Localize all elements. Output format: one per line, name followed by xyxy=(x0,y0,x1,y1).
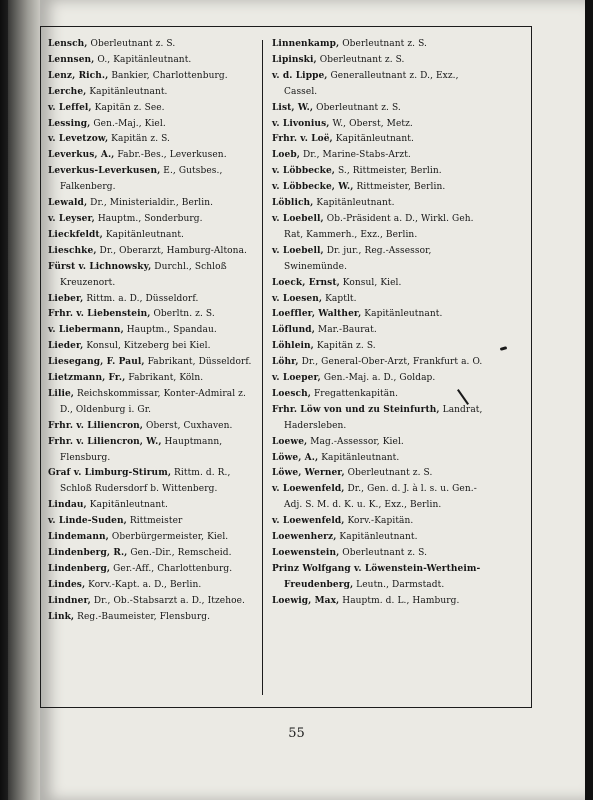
directory-entry xyxy=(272,435,484,451)
entry-description: Dr., Ministerialdir., Berlin. xyxy=(87,198,214,209)
directory-entry xyxy=(48,339,258,355)
entry-description: Kaptlt. xyxy=(322,293,357,304)
entry-description: Konsul, Kiel. xyxy=(339,277,402,288)
directory-entry xyxy=(272,355,484,371)
directory-entry xyxy=(272,212,484,244)
directory-entry xyxy=(48,562,258,578)
directory-entry xyxy=(272,403,484,435)
entry-name: Frhr. v. Liebenstein, xyxy=(48,309,151,320)
entry-name: Lindenberg, R., xyxy=(48,548,128,558)
directory-entry xyxy=(48,69,258,85)
directory-entry xyxy=(48,101,258,117)
entry-description: W., Oberst, Metz. xyxy=(329,118,413,129)
entry-description: Leutn., Darmstadt. xyxy=(353,579,445,590)
entry-name: Lindenberg, xyxy=(48,563,111,574)
entry-description: E., Gutsbes., Falkenberg. xyxy=(60,166,223,193)
directory-entry xyxy=(272,37,484,53)
directory-entry xyxy=(48,132,258,148)
entry-description: Rittm. d. R., Schloß Rudersdorf b. Wittenberg. xyxy=(60,468,231,495)
entry-description: Kapitänleutnant. xyxy=(332,134,414,145)
directory-entry xyxy=(48,292,258,308)
directory-entry xyxy=(48,435,258,467)
entry-name: Lennsen, xyxy=(48,54,95,65)
entry-description: Kapitänleutnant. xyxy=(336,532,418,543)
entry-name: Lenz, Rich., xyxy=(48,70,109,81)
entry-name: Fürst v. Lichnowsky, xyxy=(48,261,152,272)
entry-description: Fabrikant, Düsseldorf. xyxy=(144,357,252,368)
directory-entry xyxy=(272,244,484,276)
entry-description: Fregattenkapitän. xyxy=(310,388,399,399)
entry-description: Oberst, Cuxhaven. xyxy=(143,420,233,431)
entry-name: Lindner, xyxy=(48,595,91,606)
entry-name: Lindemann, xyxy=(48,532,109,543)
scan-border xyxy=(585,0,593,800)
entry-description: Landrat, Hadersleben. xyxy=(284,404,483,431)
entry-name: v. Linde-Suden, xyxy=(48,516,127,527)
entry-description: Ger.-Aff., Charlottenburg. xyxy=(110,563,233,574)
entry-description: Ob.-Präsident a. D., Wirkl. Geh. Rat, Kammerh., Exz., Berlin. xyxy=(284,213,474,240)
entry-name: Graf v. Limburg-Stirum, xyxy=(48,468,172,479)
entry-name: Liesegang, F. Paul, xyxy=(48,357,145,368)
entry-description: Mag.-Assessor, Kiel. xyxy=(307,436,404,447)
entry-description: Kapitän z. S. xyxy=(313,341,376,352)
entry-name: Lessing, xyxy=(48,118,91,129)
entry-description: Bankier, Charlottenburg. xyxy=(108,70,228,81)
entry-description: Kapitänleutnant. xyxy=(102,229,185,240)
directory-entry xyxy=(48,387,258,419)
entry-description: Mar.-Baurat. xyxy=(314,325,377,336)
entry-name: Löflund, xyxy=(272,325,315,336)
directory-entry xyxy=(272,53,484,69)
directory-entry xyxy=(48,498,258,514)
entry-name: Lindau, xyxy=(48,500,87,511)
entry-description: Oberleutnant z. S. xyxy=(339,548,428,558)
entry-name: Loeck, Ernst, xyxy=(272,277,340,288)
entry-name: Lewald, xyxy=(48,198,88,209)
entry-name: Loesch, xyxy=(272,388,311,399)
entry-name: Lieschke, xyxy=(48,245,97,256)
entry-description: Oberleutnant z. S. xyxy=(313,102,401,113)
directory-entry xyxy=(272,594,484,610)
entry-name: Lerche, xyxy=(48,86,87,97)
entry-description: Hauptm., Sonderburg. xyxy=(94,213,203,224)
entry-name: Lieckfeldt, xyxy=(48,229,103,240)
directory-entry xyxy=(272,132,484,148)
entry-name: Lilie, xyxy=(48,388,75,399)
entry-description: Durchl., Schloß Kreuzenort. xyxy=(60,261,227,288)
entry-description: Hauptm., Spandau. xyxy=(123,325,217,336)
entry-name: v. Loebell, xyxy=(272,245,324,256)
entry-description: Hauptmann, Flensburg. xyxy=(60,436,223,463)
directory-entry xyxy=(272,180,484,196)
directory-entry xyxy=(48,466,258,498)
directory-entry xyxy=(272,482,484,514)
directory-entry xyxy=(272,69,484,101)
directory-entry xyxy=(48,578,258,594)
entry-description: Dr. jur., Reg.-Assessor, Swinemünde. xyxy=(284,245,432,272)
entry-name: Leverkus-Leverkusen, xyxy=(48,166,161,177)
entry-name: v. Liebermann, xyxy=(48,325,124,336)
entry-name: Lietzmann, Fr., xyxy=(48,373,126,384)
directory-entry xyxy=(272,307,484,323)
directory-entry xyxy=(48,196,258,212)
directory-entry xyxy=(272,323,484,339)
entry-name: Lindes, xyxy=(48,579,86,590)
entry-description: Generalleutnant z. D., Exz., Cassel. xyxy=(284,70,459,97)
column-divider xyxy=(262,40,263,695)
entry-description: Reg.-Baumeister, Flensburg. xyxy=(74,611,211,622)
entry-name: Lieder, xyxy=(48,341,84,352)
entry-description: Oberbürgermeister, Kiel. xyxy=(108,532,229,543)
directory-entry xyxy=(48,53,258,69)
entry-name: v. Leyser, xyxy=(48,213,95,224)
entry-description: Korv.-Kapt. a. D., Berlin. xyxy=(85,579,202,590)
directory-entry xyxy=(272,514,484,530)
entry-name: v. Livonius, xyxy=(272,118,330,129)
entry-name: Loewenstein, xyxy=(272,548,340,558)
entry-name: Lipinski, xyxy=(272,54,317,65)
entry-name: Frhr. v. Loë, xyxy=(272,134,333,145)
entry-name: v. Loesen, xyxy=(272,293,323,304)
entry-name: v. Loewenfeld, xyxy=(272,516,345,527)
entry-description: Oberleutnant z. S. xyxy=(344,468,433,479)
entry-description: Dr., Oberarzt, Hamburg-Altona. xyxy=(96,245,247,256)
entry-description: Dr., Marine-Stabs-Arzt. xyxy=(299,150,411,161)
directory-entry xyxy=(272,562,484,594)
entry-name: Löhlein, xyxy=(272,341,314,352)
directory-entry xyxy=(48,514,258,530)
entry-description: Kapitän z. S. xyxy=(108,134,171,145)
entry-name: Löblich, xyxy=(272,198,314,209)
entry-description: Oberltn. z. S. xyxy=(150,309,215,320)
directory-entry xyxy=(48,307,258,323)
directory-entry xyxy=(48,164,258,196)
directory-entry xyxy=(48,37,258,53)
entry-name: Leverkus, A., xyxy=(48,150,115,161)
directory-entry xyxy=(48,530,258,546)
entry-description: Rittmeister, Berlin. xyxy=(353,182,446,193)
entry-name: Frhr. Löw von und zu Steinfurth, xyxy=(272,404,440,415)
entry-description: Dr., Gen. d. J. à l. s. u. Gen.-Adj. S. M. d. K. u. K., Exz., Berlin. xyxy=(284,484,477,511)
entry-description: Oberleutnant z. S. xyxy=(87,39,176,49)
directory-entry xyxy=(272,371,484,387)
entry-description: Fabr.-Bes., Leverkusen. xyxy=(114,150,227,161)
directory-entry xyxy=(48,594,258,610)
entry-name: Loewig, Max, xyxy=(272,595,340,606)
directory-entry xyxy=(272,117,484,133)
directory-entry xyxy=(48,260,258,292)
entry-description: Rittmeister xyxy=(126,516,183,527)
entry-name: Löhr, xyxy=(272,357,299,368)
entry-name: v. Loewenfeld, xyxy=(272,484,345,495)
entry-name: v. Löbbecke, xyxy=(272,166,336,177)
directory-entry xyxy=(48,546,258,562)
directory-entry xyxy=(48,85,258,101)
directory-entry xyxy=(48,355,258,371)
entry-description: Kapitänleutnant. xyxy=(86,500,168,511)
entry-name: v. Levetzow, xyxy=(48,134,109,145)
entry-description: Reichskommissar, Konter-Admiral z. D., Oldenburg i. Gr. xyxy=(60,388,246,415)
directory-entry xyxy=(272,546,484,562)
entry-name: Frhr. v. Liliencron, W., xyxy=(48,436,162,447)
previous-page-edge xyxy=(8,0,44,800)
directory-entry xyxy=(272,292,484,308)
entry-name: v. d. Lippe, xyxy=(272,70,328,81)
directory-entry xyxy=(48,148,258,164)
directory-entry xyxy=(272,451,484,467)
directory-entry xyxy=(48,212,258,228)
entry-description: Oberleutnant z. S. xyxy=(316,54,405,65)
left-column xyxy=(48,37,258,626)
directory-entry xyxy=(272,530,484,546)
entry-description: Kapitänleutnant. xyxy=(318,452,400,463)
directory-entry xyxy=(48,228,258,244)
entry-description: Fabrikant, Köln. xyxy=(125,373,204,384)
directory-entry xyxy=(272,164,484,180)
entry-description: Dr., Ob.-Stabsarzt a. D., Itzehoe. xyxy=(90,595,246,606)
entry-name: Loeb, xyxy=(272,150,300,161)
directory-entry xyxy=(48,117,258,133)
directory-entry xyxy=(272,101,484,117)
entry-name: v. Leffel, xyxy=(48,102,92,113)
entry-description: Korv.-Kapitän. xyxy=(344,516,414,527)
entry-description: Kapitänleutnant. xyxy=(313,198,395,209)
entry-name: Loewe, xyxy=(272,436,308,447)
right-column xyxy=(272,37,484,610)
entry-name: Linnenkamp, xyxy=(272,39,340,49)
entry-description: Kapitän z. See. xyxy=(91,102,165,113)
entry-name: Link, xyxy=(48,611,75,622)
entry-description: S., Rittmeister, Berlin. xyxy=(335,166,442,177)
entry-name: Lieber, xyxy=(48,293,84,304)
directory-entry xyxy=(48,323,258,339)
entry-name: Loeffler, Walther, xyxy=(272,309,362,320)
entry-description: Gen.-Maj. a. D., Goldap. xyxy=(320,373,436,384)
entry-description: Gen.-Dir., Remscheid. xyxy=(127,548,232,558)
entry-description: Kapitänleutnant. xyxy=(86,86,168,97)
directory-entry xyxy=(48,244,258,260)
directory-entry xyxy=(272,276,484,292)
entry-name: Loewenherz, xyxy=(272,532,337,543)
entry-description: Rittm. a. D., Düsseldorf. xyxy=(83,293,199,304)
page-number: 55 xyxy=(288,726,305,741)
entry-description: O., Kapitänleutnant. xyxy=(94,54,192,65)
directory-entry xyxy=(272,339,484,355)
directory-entry xyxy=(48,371,258,387)
entry-name: Frhr. v. Liliencron, xyxy=(48,420,144,431)
directory-entry xyxy=(272,387,484,403)
entry-name: v. Löbbecke, W., xyxy=(272,182,354,193)
entry-description: Dr., General-Ober-Arzt, Frankfurt a. O. xyxy=(298,357,483,368)
entry-name: Löwe, Werner, xyxy=(272,468,345,479)
entry-name: Lensch, xyxy=(48,39,88,49)
entry-name: Löwe, A., xyxy=(272,452,319,463)
entry-description: Hauptm. d. L., Hamburg. xyxy=(339,595,460,606)
entry-name: v. Loebell, xyxy=(272,213,324,224)
entry-description: Oberleutnant z. S. xyxy=(339,39,427,49)
directory-entry xyxy=(272,148,484,164)
directory-entry xyxy=(272,196,484,212)
directory-entry xyxy=(48,610,258,626)
entry-description: Kapitänleutnant. xyxy=(361,309,443,320)
entry-name: List, W., xyxy=(272,102,314,113)
entry-name: v. Loeper, xyxy=(272,373,321,384)
entry-name: Prinz Wolfgang v. Löwenstein-Wertheim-Freudenberg, xyxy=(272,563,481,590)
directory-entry xyxy=(48,419,258,435)
directory-entry xyxy=(272,466,484,482)
entry-description: Gen.-Maj., Kiel. xyxy=(90,118,166,129)
entry-description: Konsul, Kitzeberg bei Kiel. xyxy=(83,341,211,352)
